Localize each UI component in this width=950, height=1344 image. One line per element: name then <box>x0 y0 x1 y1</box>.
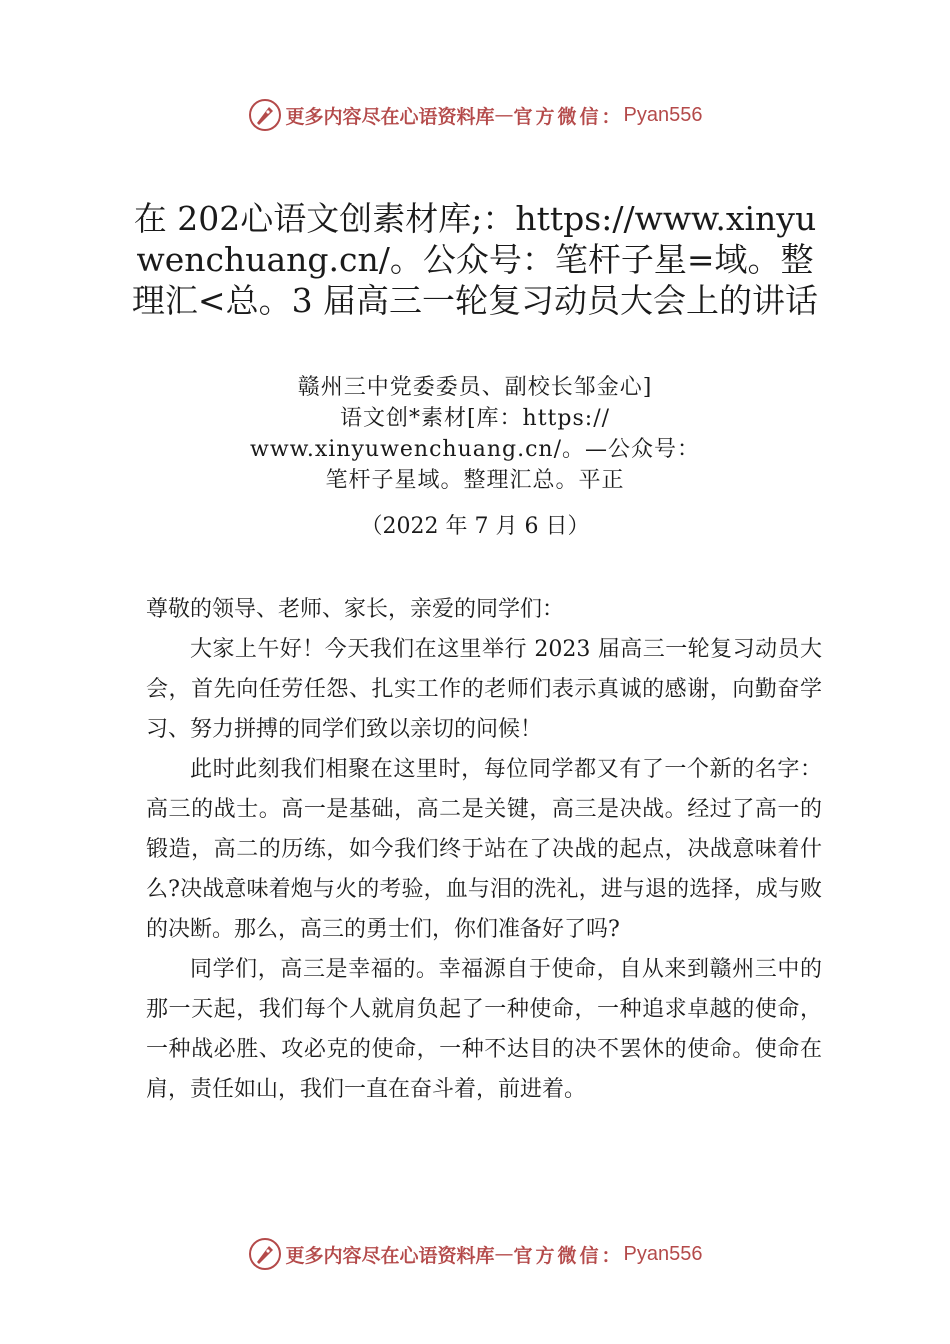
author-line: 赣州三中党委委员、副校长邹金心] <box>297 375 653 400</box>
paragraph: 同学们，高三是幸福的。幸福源自于使命，自从来到赣州三中的那一天起，我们每个人就肩负起了一种使命，一种追求卓越的使命，一种战必胜、攻必克的使命，一种不达目的决不罢休的使命。使命在肩，责任如山，我们一直在奋斗着，前进着。 <box>146 957 822 1102</box>
pen-nib-logo-icon <box>248 1237 282 1271</box>
document-title: 在 202心语文创素材库;：https://www.xinyuwenchuang.cn/。公众号：笔杆子星=域。整理汇<总。3 届高三一轮复习动员大会上的讲话 <box>131 199 819 320</box>
banner-wechat-id: Pyan556 <box>623 1242 703 1265</box>
banner-dash: — <box>494 104 514 126</box>
pen-nib-logo-icon <box>248 98 282 132</box>
speech-body <box>146 590 822 1110</box>
paragraph: 大家上午好！今天我们在这里举行 2023 届高三一轮复习动员大会，首先向任劳任怨、扎实工作的老师们表示真诚的感谢，向勤奋学习、努力拼搏的同学们致以亲切的问候！ <box>146 637 822 742</box>
footer-banner <box>0 1237 950 1271</box>
paragraph: 此时此刻我们相聚在这里时，每位同学都又有了一个新的名字：高三的战士。高一是基础，高二是关键，高三是决战。经过了高一的锻造，高二的历练，如今我们终于站在了决战的起点，决战意味着什么?决战意味着炮与火的考验，血与泪的洗礼，进与退的选择，成与败的决断。那么，高三的勇士们，你们准备好了吗? <box>146 757 822 942</box>
author-line: 语文创*素材[库：https:// <box>339 406 611 431</box>
banner-main-text: 更多内容尽在心语资料库 <box>285 105 495 128</box>
banner-dash: — <box>494 1243 514 1265</box>
author-line: 笔杆子星域。整理汇总。平正 <box>325 468 625 493</box>
banner-wechat-label: 官方微信： <box>513 1244 624 1267</box>
banner-wechat-id: Pyan556 <box>623 103 703 126</box>
header-banner <box>0 98 950 132</box>
banner-main-text: 更多内容尽在心语资料库 <box>285 1244 495 1267</box>
author-block <box>200 372 750 496</box>
banner-wechat-label: 官方微信： <box>513 105 624 128</box>
speech-date: （2022 年 7 月 6 日） <box>360 514 590 539</box>
salutation: 尊敬的领导、老师、家长，亲爱的同学们： <box>146 597 565 622</box>
author-line: www.xinyuwenchuang.cn/。—公众号： <box>249 437 701 462</box>
